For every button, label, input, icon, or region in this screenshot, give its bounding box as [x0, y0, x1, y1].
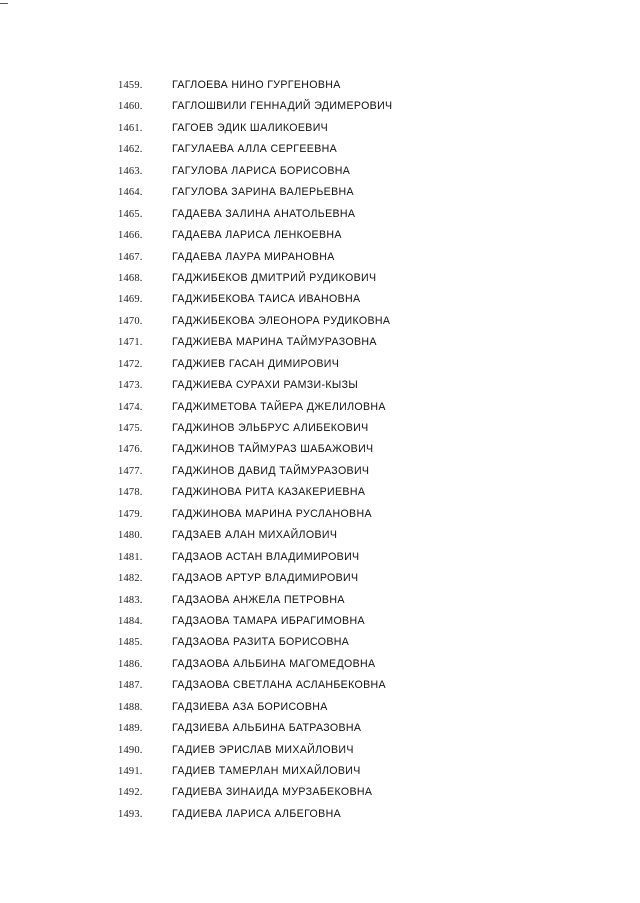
entry-number: 1487.: [118, 680, 143, 692]
list-item: [0, 118, 640, 139]
entry-name: ГАДАЕВА ЗАЛИНА АНАТОЛЬЕВНА: [172, 207, 356, 220]
entry-name: ГАДЖИНОВ ТАЙМУРАЗ ШАБАЖОВИЧ: [172, 443, 374, 456]
entry-name: ГАГУЛОВА ЛАРИСА БОРИСОВНА: [172, 164, 351, 177]
list-item: [0, 182, 640, 203]
entry-number: 1468.: [118, 272, 143, 284]
list-item: [0, 590, 640, 611]
name-list: [0, 75, 640, 825]
list-item: [0, 397, 640, 418]
entry-name: ГАДЖИЕВА СУРАХИ РАМЗИ-КЫЗЫ: [172, 379, 359, 392]
list-item: [0, 547, 640, 568]
entry-name: ГАДЗАОВА РАЗИТА БОРИСОВНА: [172, 636, 350, 649]
list-item: [0, 611, 640, 632]
list-item: [0, 568, 640, 589]
list-item: [0, 654, 640, 675]
entry-name: ГАДЗАОВА АНЖЕЛА ПЕТРОВНА: [172, 593, 345, 606]
list-item: [0, 332, 640, 353]
entry-name: ГАДЗАОВА АЛЬБИНА МАГОМЕДОВНА: [172, 657, 376, 670]
list-item: [0, 289, 640, 310]
entry-name: ГАДЖИБЕКОВА ТАИСА ИВАНОВНА: [172, 293, 361, 306]
entry-name: ГАДЖИНОВА РИТА КАЗАКЕРИЕВНА: [172, 486, 366, 499]
entry-number: 1479.: [118, 508, 143, 520]
entry-name: ГАГУЛАЕВА АЛЛА СЕРГЕЕВНА: [172, 143, 338, 156]
list-item: [0, 354, 640, 375]
entry-number: 1491.: [118, 766, 143, 777]
list-item: [0, 804, 640, 825]
entry-number: 1485.: [118, 637, 143, 649]
entry-number: 1469.: [118, 294, 143, 306]
entry-number: 1470.: [118, 315, 143, 327]
scan-corner-mark: [0, 3, 8, 4]
entry-number: 1471.: [118, 337, 143, 349]
list-item: [0, 161, 640, 182]
entry-name: ГАДЗАОВ АРТУР ВЛАДИМИРОВИЧ: [172, 572, 359, 585]
list-item: [0, 461, 640, 482]
list-item: [0, 247, 640, 268]
list-item: [0, 632, 640, 653]
entry-number: 1478.: [118, 487, 143, 499]
entry-name: ГАДЖИМЕТОВА ТАЙЕРА ДЖЕЛИЛОВНА: [172, 400, 386, 413]
entry-number: 1477.: [118, 465, 143, 477]
list-item: [0, 697, 640, 718]
entry-name: ГАДЖИБЕКОВ ДМИТРИЙ РУДИКОВИЧ: [172, 271, 377, 284]
entry-name: ГАГЛОШВИЛИ ГЕННАДИЙ ЭДИМЕРОВИЧ: [172, 100, 393, 113]
entry-name: ГАДЗИЕВА АЗА БОРИСОВНА: [172, 700, 328, 713]
list-item: [0, 268, 640, 289]
list-item: [0, 761, 640, 782]
entry-number: 1490.: [118, 744, 143, 756]
list-item: [0, 96, 640, 117]
list-item: [0, 225, 640, 246]
entry-name: ГАДИЕВА ЛАРИСА АЛБЕГОВНА: [172, 807, 341, 820]
entry-number: 1461.: [118, 122, 143, 134]
entry-number: 1464.: [118, 187, 143, 199]
entry-number: 1459.: [118, 80, 143, 91]
entry-name: ГАДЗАОВА ТАМАРА ИБРАГИМОВНА: [172, 614, 365, 627]
entry-name: ГАДИЕВА ЗИНАИДА МУРЗАБЕКОВНА: [172, 786, 373, 799]
entry-name: ГАДЗИЕВА АЛЬБИНА БАТРАЗОВНА: [172, 722, 362, 735]
list-item: [0, 718, 640, 739]
list-item: [0, 311, 640, 332]
list-item: [0, 204, 640, 225]
entry-number: 1481.: [118, 551, 143, 563]
entry-name: ГАГОЕВ ЭДИК ШАЛИКОЕВИЧ: [172, 121, 329, 134]
entry-name: ГАДЗАОВА СВЕТЛАНА АСЛАНБЕКОВНА: [172, 679, 386, 692]
list-item: [0, 525, 640, 546]
entry-number: 1467.: [118, 251, 143, 263]
entry-number: 1474.: [118, 401, 143, 413]
entry-number: 1475.: [118, 423, 143, 434]
entry-number: 1489.: [118, 723, 143, 735]
list-item: [0, 740, 640, 761]
entry-number: 1460.: [118, 101, 143, 113]
entry-number: 1472.: [118, 358, 143, 370]
list-item: [0, 418, 640, 439]
entry-name: ГАДЗАОВ АСТАН ВЛАДИМИРОВИЧ: [172, 550, 360, 563]
entry-name: ГАГЛОЕВА НИНО ГУРГЕНОВНА: [172, 79, 341, 91]
entry-number: 1482.: [118, 573, 143, 585]
entry-number: 1483.: [118, 594, 143, 606]
entry-number: 1473.: [118, 380, 143, 392]
list-item: [0, 75, 640, 96]
entry-name: ГАДЗАЕВ АЛАН МИХАЙЛОВИЧ: [172, 529, 338, 542]
entry-name: ГАДЖИЕВА МАРИНА ТАЙМУРАЗОВНА: [172, 336, 377, 349]
entry-number: 1480.: [118, 530, 143, 542]
entry-name: ГАДЖИНОВ ЭЛЬБРУС АЛИБЕКОВИЧ: [172, 422, 369, 434]
entry-name: ГАДАЕВА ЛАРИСА ЛЕНКОЕВНА: [172, 229, 342, 242]
entry-name: ГАГУЛОВА ЗАРИНА ВАЛЕРЬЕВНА: [172, 186, 354, 199]
entry-number: 1476.: [118, 444, 143, 456]
entry-number: 1486.: [118, 658, 143, 670]
entry-number: 1493.: [118, 808, 143, 820]
entry-name: ГАДЖИБЕКОВА ЭЛЕОНОРА РУДИКОВНА: [172, 314, 391, 327]
list-item: [0, 675, 640, 696]
entry-number: 1462.: [118, 144, 143, 156]
entry-name: ГАДЖИЕВ ГАСАН ДИМИРОВИЧ: [172, 357, 340, 370]
entry-name: ГАДИЕВ ТАМЕРЛАН МИХАЙЛОВИЧ: [172, 765, 361, 777]
entry-number: 1463.: [118, 165, 143, 177]
list-item: [0, 504, 640, 525]
entry-name: ГАДЖИНОВ ДАВИД ТАЙМУРАЗОВИЧ: [172, 464, 370, 477]
list-item: [0, 439, 640, 460]
entry-number: 1484.: [118, 615, 143, 627]
list-item: [0, 782, 640, 803]
entry-number: 1466.: [118, 230, 143, 242]
entry-number: 1488.: [118, 701, 143, 713]
entry-name: ГАДИЕВ ЭРИСЛАВ МИХАЙЛОВИЧ: [172, 743, 354, 756]
list-item: [0, 139, 640, 160]
list-item: [0, 482, 640, 503]
entry-number: 1465.: [118, 208, 143, 220]
entry-name: ГАДЖИНОВА МАРИНА РУСЛАНОВНА: [172, 507, 372, 520]
entry-number: 1492.: [118, 787, 143, 799]
entry-name: ГАДАЕВА ЛАУРА МИРАНОВНА: [172, 250, 335, 263]
list-item: [0, 375, 640, 396]
